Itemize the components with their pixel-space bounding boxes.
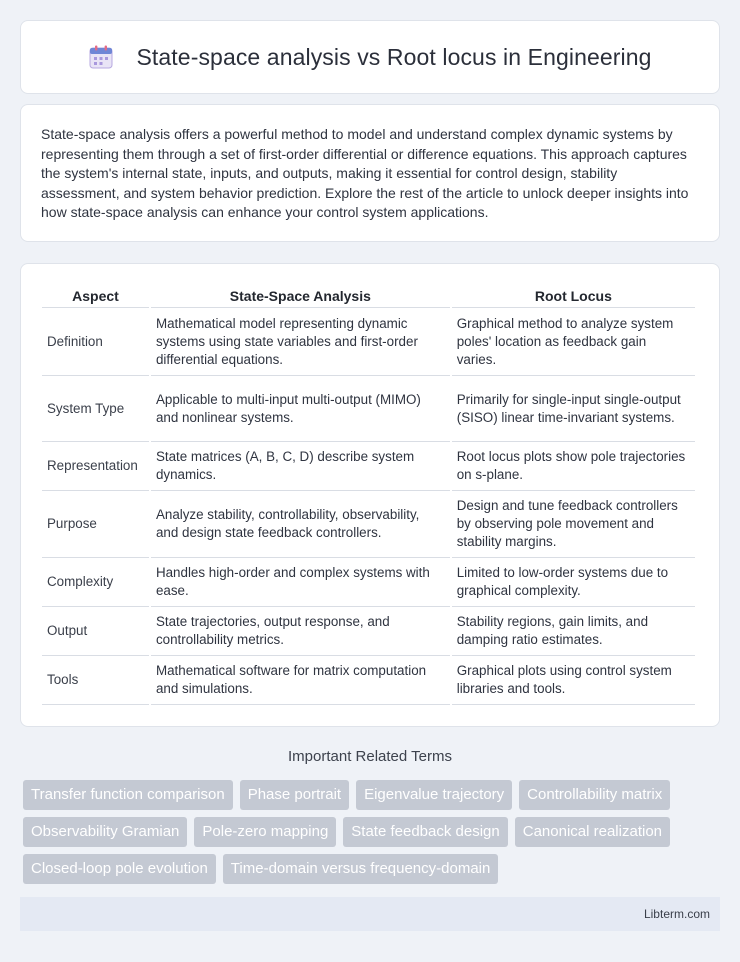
intro-card — [20, 104, 720, 242]
row-aspect: Complexity — [42, 558, 149, 607]
row-state-space: Mathematical model representing dynamic systems using state variables and first-order differential equations. — [151, 308, 450, 376]
row-root-locus: Graphical plots using control system libraries and tools. — [452, 656, 695, 705]
row-root-locus: Limited to low-order systems due to graphical complexity. — [452, 558, 695, 607]
row-root-locus: Stability regions, gain limits, and damping ratio estimates. — [452, 607, 695, 656]
row-state-space: State matrices (A, B, C, D) describe system dynamics. — [151, 442, 450, 491]
header-state-space: State-Space Analysis — [151, 284, 450, 308]
row-aspect: Purpose — [42, 491, 149, 558]
table-row — [42, 656, 695, 705]
table-row — [42, 308, 695, 376]
row-aspect: Tools — [42, 656, 149, 705]
title-card — [20, 20, 720, 94]
related-term-tag[interactable]: State feedback design — [343, 817, 507, 847]
intro-text: State-space analysis offers a powerful method to model and understand complex dynamic systems by representing them through a set of first-order differential or difference equations. This approach captures the system's internal state, inputs, and outputs, making it essential for control design, stability assessment, and system behavior prediction. Explore the rest of the article to unlock deeper insights into how state-space analysis can enhance your control system applications. — [41, 126, 689, 220]
header-root-locus: Root Locus — [452, 284, 695, 308]
related-terms-title: Important Related Terms — [288, 748, 452, 765]
related-terms-list — [23, 780, 723, 884]
related-term-tag[interactable]: Observability Gramian — [23, 817, 187, 847]
header-aspect: Aspect — [42, 284, 149, 308]
row-state-space: Applicable to multi-input multi-output (MIMO) and nonlinear systems. — [151, 376, 450, 442]
related-term-tag[interactable]: Controllability matrix — [519, 780, 670, 810]
page-title: State-space analysis vs Root locus in Engineering — [136, 43, 652, 70]
row-state-space: Analyze stability, controllability, observability, and design state feedback controllers. — [151, 491, 450, 558]
row-aspect: Output — [42, 607, 149, 656]
table-row — [42, 376, 695, 442]
row-state-space: Handles high-order and complex systems with ease. — [151, 558, 450, 607]
comparison-table — [40, 284, 697, 705]
row-root-locus: Graphical method to analyze system poles' location as feedback gain varies. — [452, 308, 695, 376]
table-row — [42, 607, 695, 656]
comparison-card — [20, 263, 720, 727]
table-row — [42, 442, 695, 491]
related-term-tag[interactable]: Eigenvalue trajectory — [356, 780, 512, 810]
row-root-locus: Primarily for single-input single-output (SISO) linear time-invariant systems. — [452, 376, 695, 442]
table-header-row — [42, 284, 695, 308]
footer — [20, 897, 720, 931]
related-term-tag[interactable]: Transfer function comparison — [23, 780, 233, 810]
row-root-locus: Root locus plots show pole trajectories on s-plane. — [452, 442, 695, 491]
related-term-tag[interactable]: Canonical realization — [515, 817, 670, 847]
row-aspect: System Type — [42, 376, 149, 442]
related-term-tag[interactable]: Closed-loop pole evolution — [23, 854, 216, 884]
row-state-space: State trajectories, output response, and controllability metrics. — [151, 607, 450, 656]
related-term-tag[interactable]: Pole-zero mapping — [194, 817, 336, 847]
footer-brand-link[interactable]: Libterm.com — [643, 907, 710, 921]
row-aspect: Definition — [42, 308, 149, 376]
related-term-tag[interactable]: Time-domain versus frequency-domain — [223, 854, 499, 884]
table-row — [42, 491, 695, 558]
related-term-tag[interactable]: Phase portrait — [240, 780, 349, 810]
row-state-space: Mathematical software for matrix computation and simulations. — [151, 656, 450, 705]
table-row — [42, 558, 695, 607]
row-root-locus: Design and tune feedback controllers by observing pole movement and stability margins. — [452, 491, 695, 558]
row-aspect: Representation — [42, 442, 149, 491]
calendar-icon — [88, 44, 114, 70]
